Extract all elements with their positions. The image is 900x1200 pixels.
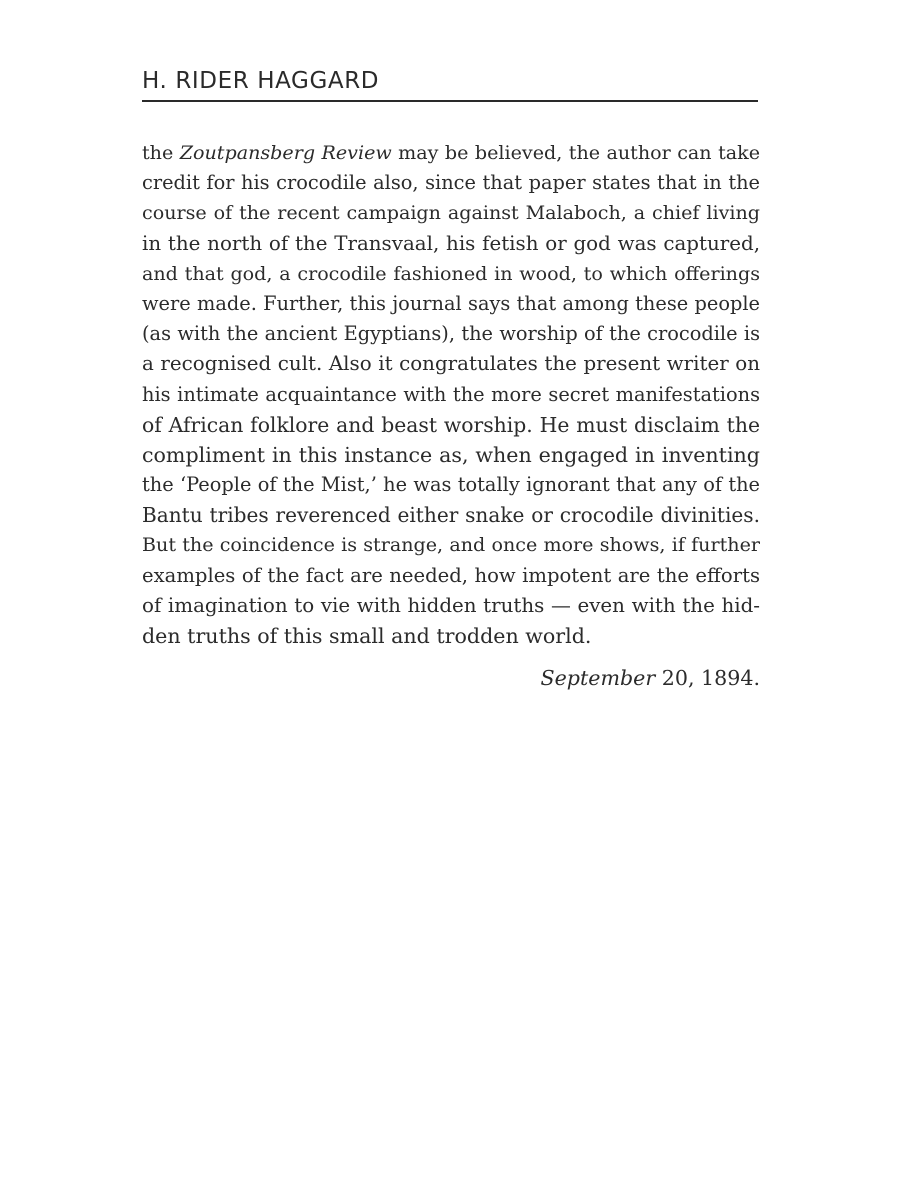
paragraph-line-17: den truths of this small and trodden world. <box>142 624 592 648</box>
paragraph-line-15: examples of the fact are needed, how impotent are the efforts <box>142 563 760 587</box>
body-paragraph <box>142 138 760 651</box>
paragraph-line-3: course of the recent campaign against Malaboch, a chief living <box>142 201 760 225</box>
paragraph-line-10: of African folklore and beast worship. He must disclaim the <box>142 412 760 437</box>
paragraph-line-2: credit for his crocodile also, since that paper states that in the <box>142 171 760 195</box>
paragraph-line-6: were made. Further, this journal says that among these people <box>142 291 760 315</box>
paragraph-line-14: But the coincidence is strange, and once more shows, if further <box>142 533 760 557</box>
paragraph-line-11: compliment in this instance as, when engaged in inventing <box>142 442 760 467</box>
periodical-title: Zoutpansberg Review <box>179 141 392 164</box>
paragraph-line-12: the ‘People of the Mist,’ he was totally ignorant that any of the <box>142 473 760 497</box>
dateline <box>142 663 760 693</box>
paragraph-line-13: Bantu tribes reverenced either snake or crocodile divinities. <box>142 503 760 528</box>
paragraph-line-16: of imagination to vie with hidden truths — even with the hid- <box>142 593 760 617</box>
paragraph-line-9: his intimate acquaintance with the more secret manifestations <box>142 382 760 406</box>
dateline-rest: 20, 1894. <box>655 666 760 690</box>
dateline-month: September <box>540 666 656 690</box>
running-header <box>142 66 758 102</box>
line-1-start: the <box>142 141 180 164</box>
paragraph-line-7: (as with the ancient Egyptians), the worship of the crocodile is <box>142 322 760 346</box>
running-header-title: H. RIDER HAGGARD <box>142 68 380 94</box>
paragraph-line-8: a recognised cult. Also it congratulates the present writer on <box>142 352 760 376</box>
line-1-end: may be believed, the author can take <box>391 141 760 164</box>
paragraph-line-4: in the north of the Transvaal, his fetish or god was captured, <box>142 231 760 255</box>
paragraph-line-5: and that god, a crocodile fashioned in wood, to which offerings <box>142 261 760 285</box>
paragraph-line-1 <box>142 138 760 168</box>
